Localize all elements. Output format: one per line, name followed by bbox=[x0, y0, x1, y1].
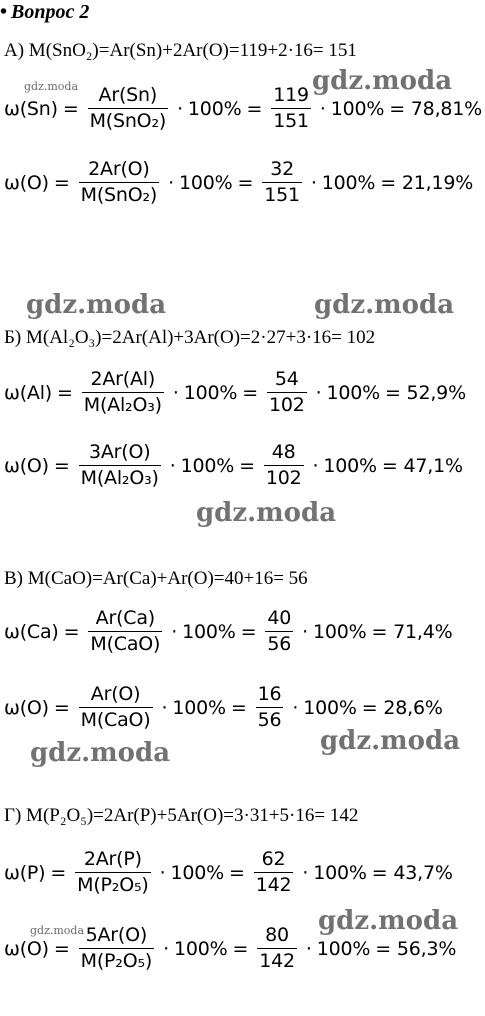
percent-factor: 100% bbox=[313, 620, 367, 643]
fraction-denominator: 56 bbox=[257, 709, 282, 731]
formula-fraction bbox=[88, 86, 169, 131]
section-b-row-1 bbox=[4, 370, 471, 415]
fraction-denominator: 151 bbox=[264, 184, 300, 206]
percent-factor: 100% bbox=[170, 861, 224, 884]
mass-fraction-label: ω(Al) bbox=[4, 381, 53, 404]
value-fraction bbox=[254, 850, 294, 895]
section-b-molar-mass: Б) M(Al₂O₃)=2Ar(Al)+3Ar(O)=2·27+3·16= 102 bbox=[4, 327, 376, 348]
multiply-sign: · bbox=[159, 861, 166, 884]
multiply-sign: · bbox=[310, 171, 317, 194]
equals-sign: = bbox=[237, 171, 254, 194]
multiply-sign: · bbox=[302, 861, 309, 884]
percent-factor: 100% bbox=[180, 454, 235, 477]
fraction-numerator: 3Ar(O) bbox=[88, 441, 151, 463]
fraction-numerator: 32 bbox=[270, 158, 294, 180]
fraction-numerator: Ar(Sn) bbox=[98, 84, 158, 106]
watermark: gdz.moda bbox=[30, 738, 171, 768]
value-fraction bbox=[271, 86, 311, 131]
equals-sign: = bbox=[53, 454, 70, 477]
multiply-sign: · bbox=[305, 937, 312, 960]
fraction-denominator: M(P₂O₅) bbox=[80, 950, 153, 972]
formula-fraction bbox=[79, 443, 161, 488]
multiply-sign: · bbox=[319, 97, 326, 120]
watermark: gdz.moda bbox=[312, 66, 453, 96]
percent-factor: 100% bbox=[326, 381, 380, 404]
result-value: = 56,3% bbox=[375, 937, 457, 960]
equals-sign: = bbox=[57, 381, 73, 404]
section-c-row-1 bbox=[4, 609, 457, 654]
watermark-small: gdz.moda bbox=[30, 924, 85, 937]
section-c-molar-mass: В) M(CaO)=Ar(Ca)+Ar(O)=40+16= 56 bbox=[4, 568, 308, 589]
fraction-denominator: 142 bbox=[259, 950, 295, 972]
mass-fraction-label: ω(O) bbox=[4, 171, 49, 194]
value-fraction bbox=[264, 443, 304, 488]
value-fraction bbox=[265, 609, 293, 654]
fraction-numerator: 16 bbox=[257, 683, 282, 705]
watermark: gdz.moda bbox=[26, 290, 167, 320]
fraction-numerator: Ar(O) bbox=[90, 683, 141, 705]
fraction-denominator: M(SnO₂) bbox=[80, 184, 158, 206]
result-value: = 47,1% bbox=[381, 454, 463, 477]
fraction-numerator: 2Ar(P) bbox=[83, 848, 142, 870]
multiply-sign: · bbox=[315, 381, 322, 404]
section-a-molar-mass: А) M(SnO₂)=Ar(Sn)+2Ar(O)=119+2·16= 151 bbox=[4, 40, 357, 61]
fraction-numerator: 54 bbox=[274, 368, 299, 390]
result-value: = 78,81% bbox=[389, 97, 483, 120]
mass-fraction-label: ω(Sn) bbox=[4, 97, 58, 120]
equals-sign: = bbox=[228, 861, 245, 884]
watermark-small: gdz.moda bbox=[24, 80, 79, 93]
equals-sign: = bbox=[246, 97, 263, 120]
mass-fraction-label: ω(P) bbox=[4, 861, 46, 884]
equals-sign: = bbox=[239, 454, 255, 477]
formula-fraction bbox=[88, 609, 162, 654]
result-value: = 52,9% bbox=[385, 381, 466, 404]
fraction-numerator: 62 bbox=[261, 848, 286, 870]
heading-title: Вопрос 2 bbox=[11, 1, 90, 23]
fraction-numerator: 2Ar(O) bbox=[88, 158, 150, 180]
fraction-denominator: M(P₂O₅) bbox=[77, 874, 149, 896]
multiply-sign: · bbox=[292, 696, 299, 719]
multiply-sign: · bbox=[312, 454, 319, 477]
section-c-row-2 bbox=[4, 685, 448, 730]
equals-sign: = bbox=[53, 171, 70, 194]
equals-sign: = bbox=[240, 620, 257, 643]
fraction-numerator: Ar(Ca) bbox=[95, 607, 156, 629]
equals-sign: = bbox=[62, 97, 79, 120]
multiply-sign: · bbox=[169, 454, 176, 477]
percent-factor: 100% bbox=[330, 97, 385, 120]
equals-sign: = bbox=[242, 381, 258, 404]
percent-factor: 100% bbox=[323, 454, 377, 477]
fraction-denominator: M(Al₂O₃) bbox=[80, 467, 159, 489]
formula-fraction bbox=[82, 370, 164, 415]
result-value: = 21,19% bbox=[380, 171, 474, 194]
percent-factor: 100% bbox=[178, 171, 233, 194]
fraction-denominator: M(SnO₂) bbox=[89, 110, 167, 132]
percent-factor: 100% bbox=[182, 620, 236, 643]
value-fraction bbox=[262, 160, 302, 205]
fraction-denominator: 151 bbox=[273, 110, 309, 132]
section-a-row-2 bbox=[4, 160, 478, 205]
equals-sign: = bbox=[53, 937, 70, 960]
watermark: gdz.moda bbox=[318, 906, 459, 936]
section-b-row-2 bbox=[4, 443, 468, 488]
fraction-numerator: 48 bbox=[271, 441, 296, 463]
watermark: gdz.moda bbox=[320, 726, 461, 756]
value-fraction bbox=[257, 926, 297, 971]
percent-factor: 100% bbox=[172, 696, 226, 719]
multiply-sign: · bbox=[172, 381, 179, 404]
mass-fraction-label: ω(O) bbox=[4, 696, 49, 719]
percent-factor: 100% bbox=[173, 937, 228, 960]
multiply-sign: · bbox=[171, 620, 178, 643]
fraction-denominator: 102 bbox=[268, 394, 305, 416]
formula-fraction bbox=[79, 926, 154, 971]
percent-factor: 100% bbox=[321, 171, 376, 194]
percent-factor: 100% bbox=[187, 97, 242, 120]
fraction-numerator: 2Ar(Al) bbox=[90, 368, 156, 390]
multiply-sign: · bbox=[302, 620, 309, 643]
multiply-sign: · bbox=[163, 937, 169, 960]
equals-sign: = bbox=[232, 937, 249, 960]
percent-factor: 100% bbox=[313, 861, 367, 884]
value-fraction bbox=[267, 370, 307, 415]
fraction-numerator: 40 bbox=[267, 607, 292, 629]
multiply-sign: · bbox=[168, 171, 174, 194]
fraction-denominator: M(CaO) bbox=[90, 633, 161, 655]
watermark: gdz.moda bbox=[314, 290, 455, 320]
section-d-molar-mass: Г) M(P₂O₅)=2Ar(P)+5Ar(O)=3·31+5·16= 142 bbox=[4, 805, 359, 826]
fraction-numerator: 80 bbox=[265, 924, 289, 946]
fraction-numerator: 119 bbox=[273, 84, 309, 106]
fraction-denominator: M(CaO) bbox=[80, 709, 151, 731]
heading-bullet: • bbox=[0, 1, 8, 23]
result-value: = 43,7% bbox=[371, 861, 453, 884]
fraction-denominator: 102 bbox=[265, 467, 302, 489]
watermark: gdz.moda bbox=[196, 498, 337, 528]
equals-sign: = bbox=[230, 696, 247, 719]
fraction-denominator: 56 bbox=[267, 633, 292, 655]
fraction-denominator: 142 bbox=[255, 874, 292, 896]
percent-factor: 100% bbox=[316, 937, 371, 960]
question-heading bbox=[0, 0, 89, 24]
formula-fraction bbox=[75, 850, 150, 895]
mass-fraction-label: ω(Ca) bbox=[4, 620, 59, 643]
equals-sign: = bbox=[50, 861, 67, 884]
formula-fraction bbox=[79, 685, 153, 730]
result-value: = 28,6% bbox=[361, 696, 443, 719]
percent-factor: 100% bbox=[303, 696, 357, 719]
result-value: = 71,4% bbox=[371, 620, 453, 643]
mass-fraction-label: ω(O) bbox=[4, 937, 49, 960]
multiply-sign: · bbox=[177, 97, 183, 120]
mass-fraction-label: ω(O) bbox=[4, 454, 49, 477]
percent-factor: 100% bbox=[183, 381, 238, 404]
multiply-sign: · bbox=[161, 696, 168, 719]
formula-fraction bbox=[79, 160, 160, 205]
value-fraction bbox=[256, 685, 284, 730]
fraction-numerator: 5Ar(O) bbox=[85, 924, 148, 946]
section-d-row-1 bbox=[4, 850, 458, 895]
equals-sign: = bbox=[63, 620, 80, 643]
equals-sign: = bbox=[53, 696, 70, 719]
fraction-denominator: M(Al₂O₃) bbox=[83, 394, 162, 416]
